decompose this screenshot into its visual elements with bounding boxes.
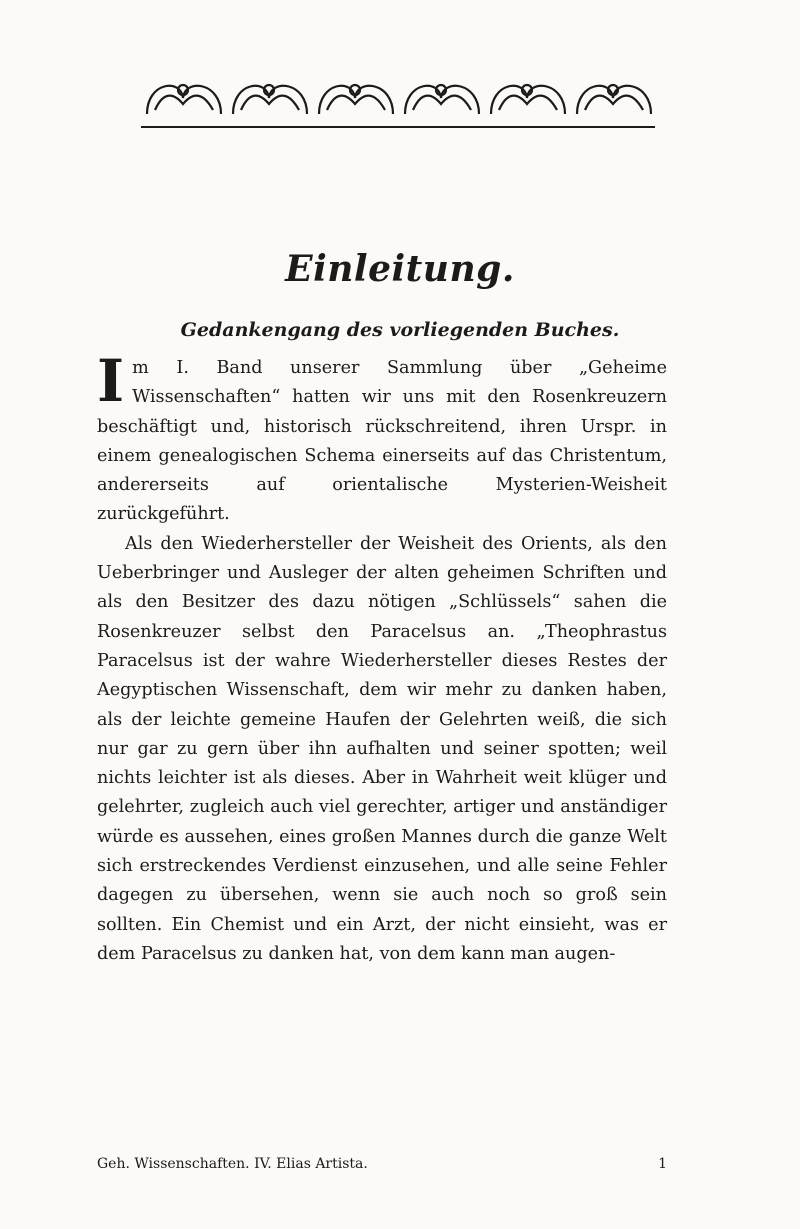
drop-cap: I <box>97 347 125 415</box>
paragraph-1-text: m I. Band unserer Sammlung über „Geheime Wissenschaften“ hatten wir uns mit den Rosenkreuzern beschäftigt und, historisch rückschreitend, ihren Urspr. in einem genealogischen Schema einerseits auf das Christentum, andererseits auf orientalische Mysterien-Weisheit zurückgeführt. <box>97 358 667 525</box>
page-footer <box>97 1156 667 1172</box>
ornament-motif <box>577 85 651 114</box>
header-ornament <box>141 74 655 120</box>
ornament-motif <box>319 85 393 114</box>
ornament-motif <box>491 85 565 114</box>
paragraph-1 <box>97 347 667 530</box>
ornament-motif <box>233 85 307 114</box>
ornament-motif <box>147 85 221 114</box>
ornament-rule <box>141 126 655 128</box>
footer-signature: Geh. Wissenschaften. IV. Elias Artista. <box>97 1156 368 1172</box>
ornament-motif <box>405 85 479 114</box>
chapter-subtitle: Gedankengang des vorliegenden Buches. <box>180 319 620 341</box>
chapter-title: Einleitung. <box>285 248 515 290</box>
paragraph-2: Als den Wiederhersteller der Weisheit des Orients, als den Ueberbringer und Ausleger der alten geheimen Schriften und als den Besitzer des dazu nötigen „Schlüssels“ sahen die Rosenkreuzer selbst den Paracelsus an. „Theophrastus Paracelsus ist der wahre Wiederhersteller dieses Restes der Aegyptischen Wissenschaft, dem wir mehr zu danken haben, als der leichte gemeine Haufen der Gelehrten weiß, die sich nur gar zu gern über ihn aufhalten und seiner spotten; weil nichts leichter ist als dieses. Aber in Wahrheit weit klüger und gelehrter, zugleich auch viel gerechter, artiger und anständiger würde es aussehen, eines großen Mannes durch die ganze Welt sich erstreckendes Verdienst einzusehen, und alle seine Fehler dagegen zu übersehen, wenn sie auch noch so groß sein sollten. Ein Chemist und ein Arzt, der nicht einsieht, was er dem Paracelsus zu danken hat, von dem kann man augen- <box>97 533 667 964</box>
body-text <box>97 347 667 969</box>
page-number: 1 <box>658 1156 667 1172</box>
